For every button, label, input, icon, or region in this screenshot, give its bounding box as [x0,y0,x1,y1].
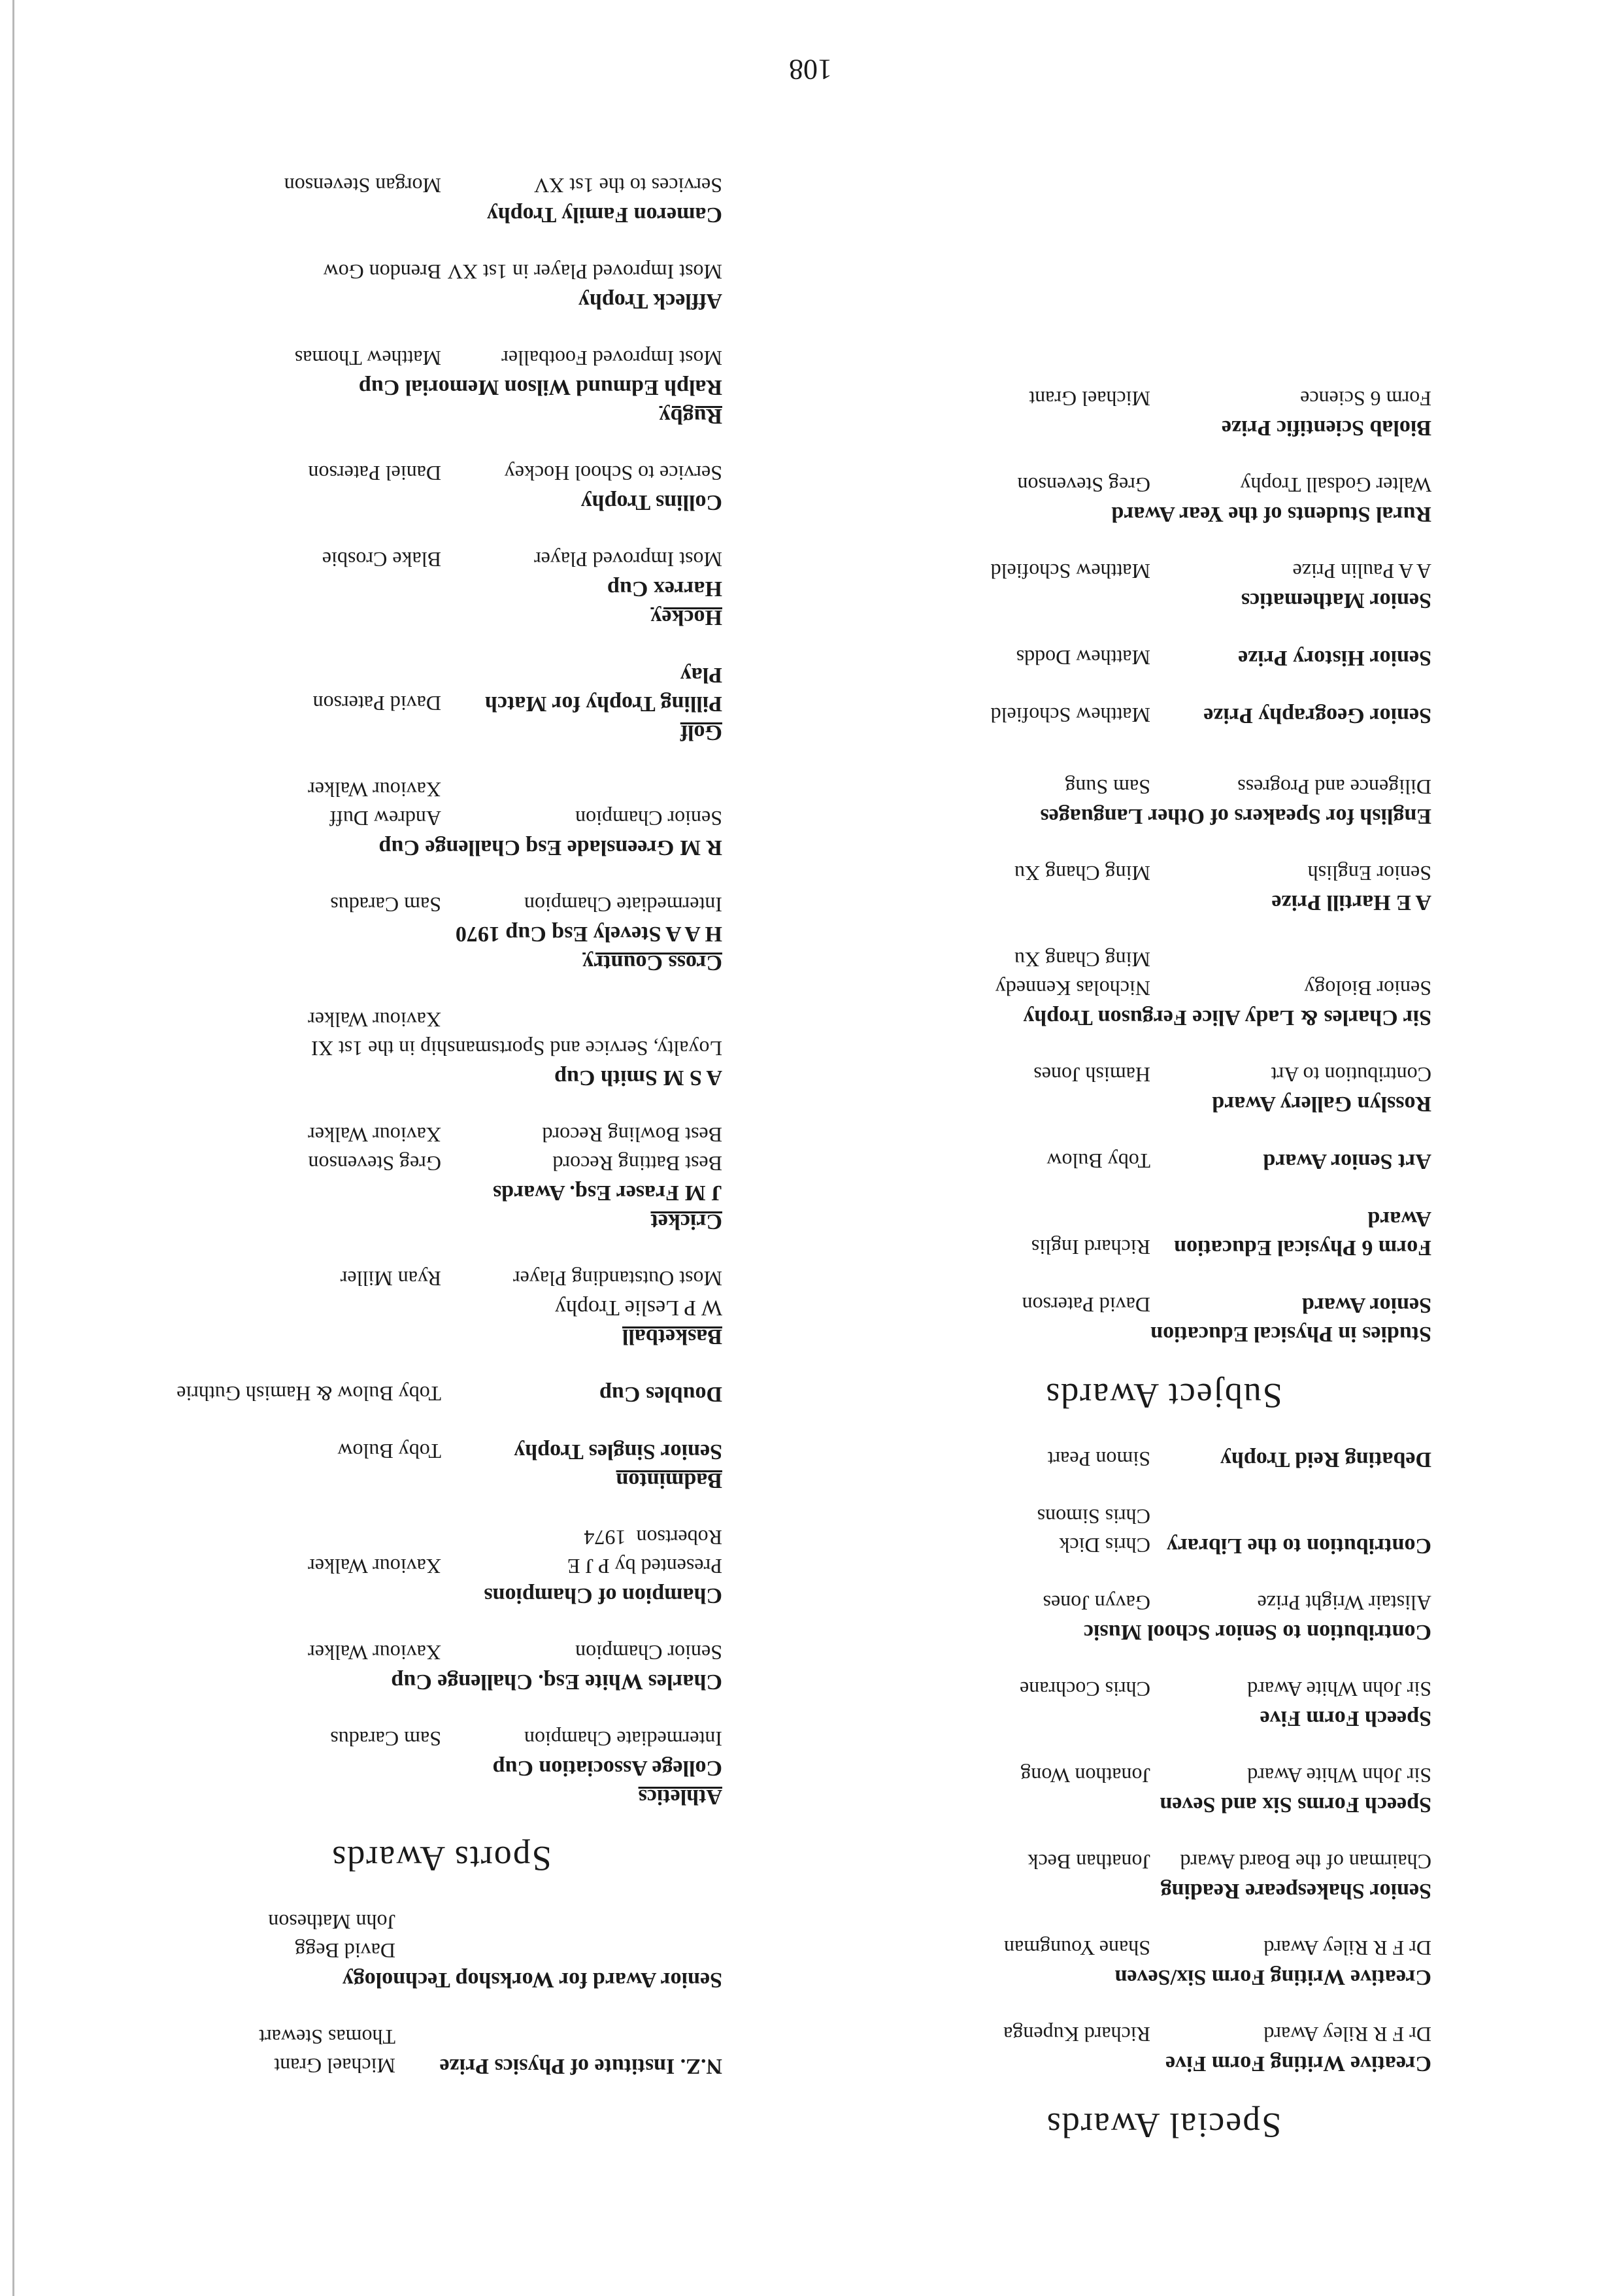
award-winner: Chris Simons [1037,1505,1150,1528]
award [160,545,722,632]
award-title: Speech Form Five [1260,1706,1431,1730]
award-title: Art Senior Award [1263,1149,1431,1173]
award-title: Ralph Edmund Wilson Memorial Cup [358,375,722,399]
award-label: Senior Champion [575,807,722,830]
award-label: Diligence and Progress [1237,775,1431,799]
award-title: W P Leslie Trophy [555,1296,722,1320]
award-winner: Gavyn Jones [1043,1591,1150,1615]
award-winner: Richard Kupenga [1003,2023,1150,2046]
award-title: Speech Forms Six and Seven [1160,1793,1431,1817]
award-title: Charles White Esq. Challenge Cup [391,1670,722,1694]
award-winner: David Begg [295,1939,395,1963]
award [160,1725,722,1811]
award [895,1291,1431,1348]
award-title: Senior Singles Trophy [514,1440,722,1464]
award [160,1523,722,1610]
award-winner: Sam Caradus [330,893,441,917]
left-column [895,356,1431,2146]
award [895,384,1431,442]
award-winner: Jonathon Wong [1020,1764,1150,1787]
award [895,1675,1431,1732]
award-title: Harrex Cup [607,577,722,601]
award-winner: Matthew Dodds [1016,646,1150,669]
award [895,701,1431,730]
award [160,1121,722,1236]
award-title: College Association Cup [492,1756,722,1780]
award-title: Cameron Family Trophy [486,203,722,227]
award-label: Dr F R Riley Award [1263,1936,1431,1960]
award-label: Most Improved Footballer [501,346,722,370]
award-label: A A Paulin Prize [1292,560,1431,583]
award-winner: Hamish Jones [1033,1063,1150,1087]
award-winner: David Paterson [1022,1293,1150,1317]
award [895,945,1431,1032]
award-winner: Xaviour Walker [308,1555,441,1578]
award [895,557,1431,615]
award [160,1005,722,1092]
award [895,1147,1431,1175]
sport-heading: Hockey [650,605,722,630]
award-winner: Greg Stevenson [1017,473,1150,497]
award-label: Most Improved Player in 1st XV [447,260,722,284]
award-title: Doubles Cup [599,1382,722,1406]
award-winner: Ryan Miller [340,1267,441,1291]
award-title: Collins Trophy [580,490,722,515]
award [895,773,1431,830]
award-winner: Matthew Schofield [990,560,1150,583]
award-winner: Thomas Stewart [259,2025,395,2049]
sport-heading: Rugby [659,404,722,428]
award-label: Contribution to Art [1271,1063,1431,1087]
award-winner: Richard Inglis [1031,1236,1150,1259]
award-label: Loyalty, Service and Sportsmanship in the 1st XI [311,1037,722,1060]
award-label: Chairman of the Board Award [1180,1850,1431,1874]
sport-heading: Cross Country [582,951,722,975]
award-winner: Matthew Schofield [990,703,1150,727]
award [895,643,1431,672]
award-label: Walter Godsall Trophy [1240,473,1431,497]
award-title: Pilling Trophy for Match Play [484,663,722,716]
award [160,1908,722,1994]
award-label: Dr F R Riley Award [1263,2023,1431,2046]
award-label: Sir John White Award [1247,1678,1431,1701]
award-winner: Shane Youngman [1003,1936,1150,1960]
award-winner: David Paterson [312,692,441,715]
award-title: Biolab Scientific Prize [1221,416,1431,440]
award-title: Contribution to Senior School Music [1083,1620,1431,1644]
award-title: N.Z. Institute of Physics Prize [439,2054,722,2078]
award-winner: Toby Bulow [337,1440,441,1463]
award-winner: Michael Grant [1029,387,1150,411]
award [160,1379,722,1408]
award [895,2020,1431,2078]
page-number: 108 [789,54,832,86]
award-label: Senior English [1307,862,1431,885]
special-awards-heading: Special Awards [1045,2106,1282,2145]
award-winner: Chris Dick [1059,1534,1150,1557]
award-title: Debating Reid Trophy [1220,1447,1431,1472]
award [160,171,722,229]
award [895,1589,1431,1646]
award-winner: Blake Crosbie [322,548,441,571]
award-label: Alistair Wright Prize [1257,1591,1431,1615]
award-winner: Jonathan Beck [1028,1850,1150,1874]
award-label: Most Improved Player [534,548,722,571]
award [160,775,722,862]
award-title: Creative Writing Form Six/Seven [1114,1965,1431,1989]
award [895,1848,1431,1905]
award-winner: Ming Chang Xu [1014,948,1150,971]
award-title: Sir Charles & Lady Alice Ferguson Trophy [1023,1005,1431,1030]
award-title: Creative Writing Form Five [1165,2051,1431,2076]
award-title: Senior Geography Prize [1203,703,1431,728]
award-label: Service to School Hockey [504,462,722,485]
award-year: 1974 [584,1526,626,1549]
award-title: R M Greenslade Esq Challenge Cup [378,836,722,860]
award-title: Contribution to the Library [1166,1534,1431,1558]
award-title: J M Fraser Esq. Awards [492,1181,722,1205]
sport-heading: Golf [680,720,722,745]
award-title: Senior Mathematics [1241,588,1431,613]
award [160,2023,722,2080]
award-label: Best Bowling Record [542,1123,722,1147]
sport-heading: Cricket [650,1209,722,1234]
award-label: Senior Biology [1304,977,1431,1000]
award [160,1437,722,1494]
award-label: Intermediate Champion [524,893,722,917]
award-winner: Xaviour Walker [308,1641,441,1664]
award [160,660,722,747]
award-label: Services to the 1st XV [534,174,722,197]
subject-awards-heading: Subject Awards [1044,1376,1282,1415]
award [895,1060,1431,1118]
award [160,1264,722,1351]
award-winner: Simon Peart [1047,1447,1150,1471]
award-winner: John Matheson [268,1910,395,1934]
award-title: A E Hartill Prize [1271,890,1431,915]
award [160,258,722,315]
scan-margin-line [12,0,14,2296]
award-title: Rural Students of the Year Award [1111,502,1431,526]
award-subtitle: Senior Award [1301,1293,1431,1317]
award-winner: Chris Cochrane [1020,1678,1150,1701]
sport-heading: Badminton [616,1468,722,1493]
award [160,344,722,430]
sports-awards-heading: Sports Awards [331,1839,552,1878]
award [895,1204,1431,1262]
award-label: Sir John White Award [1247,1764,1431,1787]
award [895,859,1431,917]
award [895,1934,1431,1991]
award-winner: Sam Caradus [330,1727,441,1751]
award-label: Best Batting Record [552,1152,722,1175]
award-title: Senior Shakespeare Reading [1160,1879,1431,1903]
award [160,459,722,516]
award-label: Intermediate Champion [524,1727,722,1751]
award-winner: Toby Bulow & Hamish Guthrie [176,1382,441,1406]
award-title: Rosslyn Gallery Award [1212,1092,1431,1116]
award-winner: Andrew Duff [329,807,441,830]
award-winner: Sam Sung [1065,775,1150,799]
award-title: English for Speakers of Other Languages [1040,804,1431,828]
award-winner: Matthew Thomas [294,346,441,370]
award-title: Senior History Prize [1238,646,1431,670]
award-title: Affleck Trophy [578,289,722,313]
award-winner: Michael Grant [274,2054,395,2078]
sport-heading: Athletics [638,1785,722,1809]
award [160,1638,722,1696]
award-title: Champion of Champions [484,1583,722,1608]
award-winner: Toby Bulow [1046,1149,1150,1173]
award-label: Form 6 Science [1300,387,1431,411]
award [160,890,722,977]
award-title: Senior Award for Workshop Technology [342,1968,722,1992]
right-column [160,143,722,2146]
sport-heading: Basketball [622,1325,722,1349]
award-winner: Xaviour Walker [308,778,441,802]
award [895,471,1431,528]
award-winner: Daniel Paterson [308,462,441,485]
award-label: Presented by P J E Robertson [567,1526,722,1578]
award-winner: Brendon Gow [323,260,441,284]
award-winner: Xaviour Walker [308,1123,441,1147]
award-label: Most Outstanding Player [513,1267,722,1291]
award-winner: Nicholas Kennedy [995,977,1150,1000]
award-title: H A A Stevely Esq Cup 1970 [455,922,722,946]
award-winner: Xaviour Walker [308,1008,441,1032]
award [895,1445,1431,1474]
award-label: Senior Champion [575,1641,722,1664]
award-winner: Morgan Stevenson [284,174,441,197]
award [895,1761,1431,1819]
award-title: A S M Smith Cup [554,1066,722,1090]
award-title: Form 6 Physical Education Award [1174,1207,1431,1260]
award [895,1502,1431,1560]
award-title: Studies in Physical Education [1150,1322,1431,1346]
award-winner: Greg Stevenson [308,1152,441,1175]
award-winner: Ming Chang Xu [1014,862,1150,885]
